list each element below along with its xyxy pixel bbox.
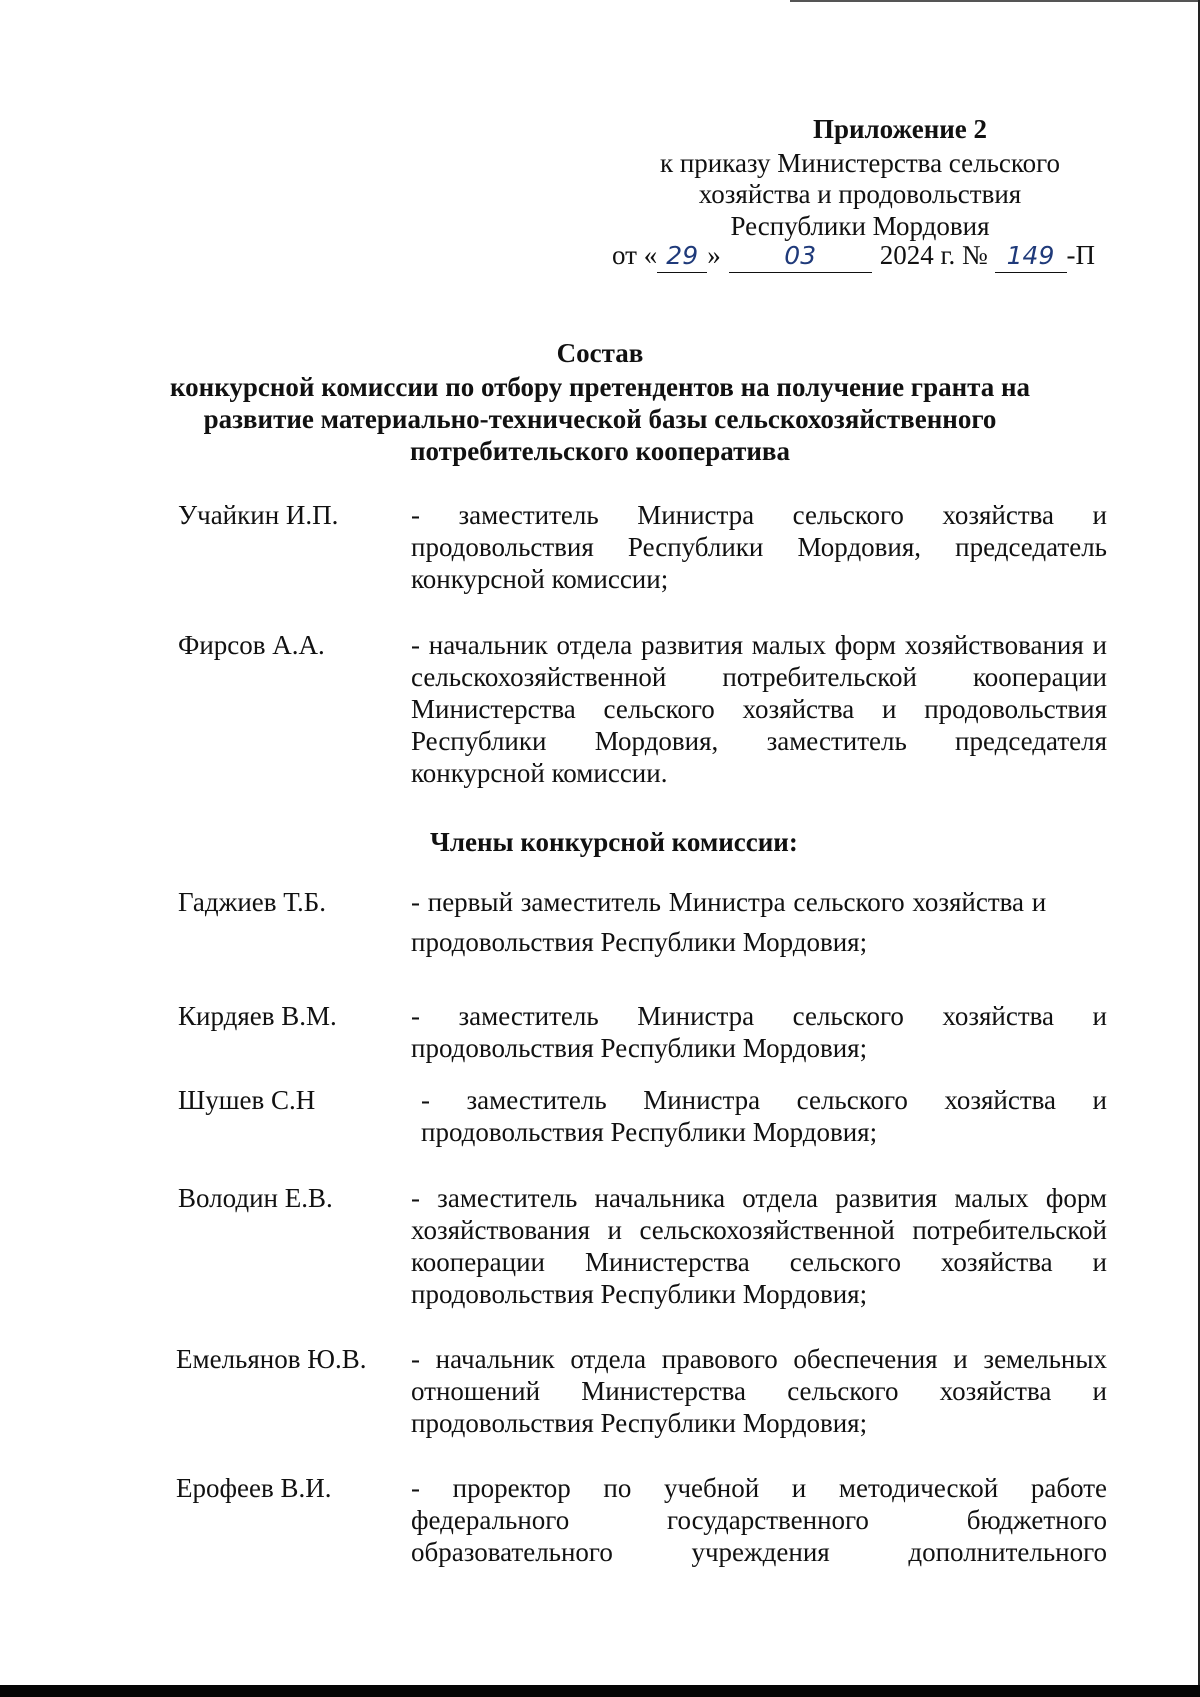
member-name: Шушев С.Н: [178, 1085, 316, 1115]
document-heading: [150, 337, 1050, 467]
member-role: - заместитель Министра сельского хозяйства и продовольствия Республики Мордовия;: [421, 1085, 1107, 1147]
appendix-line-1: к приказу Министерства сельского: [659, 147, 1061, 178]
member-name: Володин Е.В.: [178, 1183, 333, 1213]
heading-title: Состав: [556, 338, 644, 368]
scan-edge-bottom: [0, 1685, 1200, 1697]
member-role: - начальник отдела правового обеспечения и земельных отношений Министерства сельского хозяйства и продовольствия Республики Мордовия;: [411, 1344, 1107, 1438]
appendix-line-3: Республики Мордовия: [730, 210, 990, 241]
member-role-line: продовольствия Республики Мордовия;: [411, 927, 868, 957]
heading-line-3: развитие материально-технической базы сельскохозяйственного: [203, 404, 997, 434]
heading-line-4: потребительского кооператива: [409, 436, 790, 466]
member-name: Ерофеев В.И.: [176, 1473, 332, 1503]
member-name: Фирсов А.А.: [178, 630, 325, 660]
member-role: - заместитель Министра сельского хозяйства и продовольствия Республики Мордовия, председатель конкурсной комиссии;: [411, 500, 1107, 594]
appendix-line-2: хозяйства и продовольствия: [698, 179, 1022, 209]
appendix-header: [600, 114, 1120, 242]
member-role: - заместитель Министра сельского хозяйства и продовольствия Республики Мордовия;: [411, 1001, 1107, 1063]
order-date-line: [612, 240, 1095, 273]
member-name: Кирдяев В.М.: [178, 1001, 337, 1031]
handwritten-order-number: 149: [995, 243, 1067, 273]
member-name: Учайкин И.П.: [178, 500, 339, 530]
member-role-line: - первый заместитель Министра сельского хозяйства и: [411, 887, 1047, 917]
member-name: Гаджиев Т.Б.: [178, 887, 327, 917]
number-suffix: -П: [1066, 240, 1095, 270]
handwritten-month: 03: [729, 243, 872, 273]
appendix-title: Приложение 2: [812, 114, 988, 144]
member-name: Емельянов Ю.В.: [176, 1344, 367, 1374]
member-role: - заместитель начальника отдела развития малых форм хозяйствования и сельскохозяйственной потребительской кооперации Министерства сельского хозяйства и продовольствия Республики Мордовия;: [411, 1183, 1107, 1309]
handwritten-day: 29: [657, 243, 707, 273]
member-role: - проректор по учебной и методической работе федерального государственного бюджетного образовательного учреждения дополнительного: [411, 1473, 1107, 1567]
members-heading: Члены конкурсной комиссии:: [430, 827, 798, 857]
member-role: - начальник отдела развития малых форм хозяйствования и сельскохозяйственной потребительской кооперации Министерства сельского хозяйства и продовольствия Республики Мордовия, заместитель председателя конкурсной комиссии.: [411, 630, 1107, 788]
year-text: 2024 г. №: [879, 240, 988, 270]
date-mid: »: [707, 240, 721, 270]
date-prefix: от «: [612, 240, 658, 270]
scan-edge-top: [790, 0, 1200, 2]
member-role: [411, 886, 1107, 958]
heading-line-2: конкурсной комиссии по отбору претендентов на получение гранта на: [169, 372, 1031, 402]
